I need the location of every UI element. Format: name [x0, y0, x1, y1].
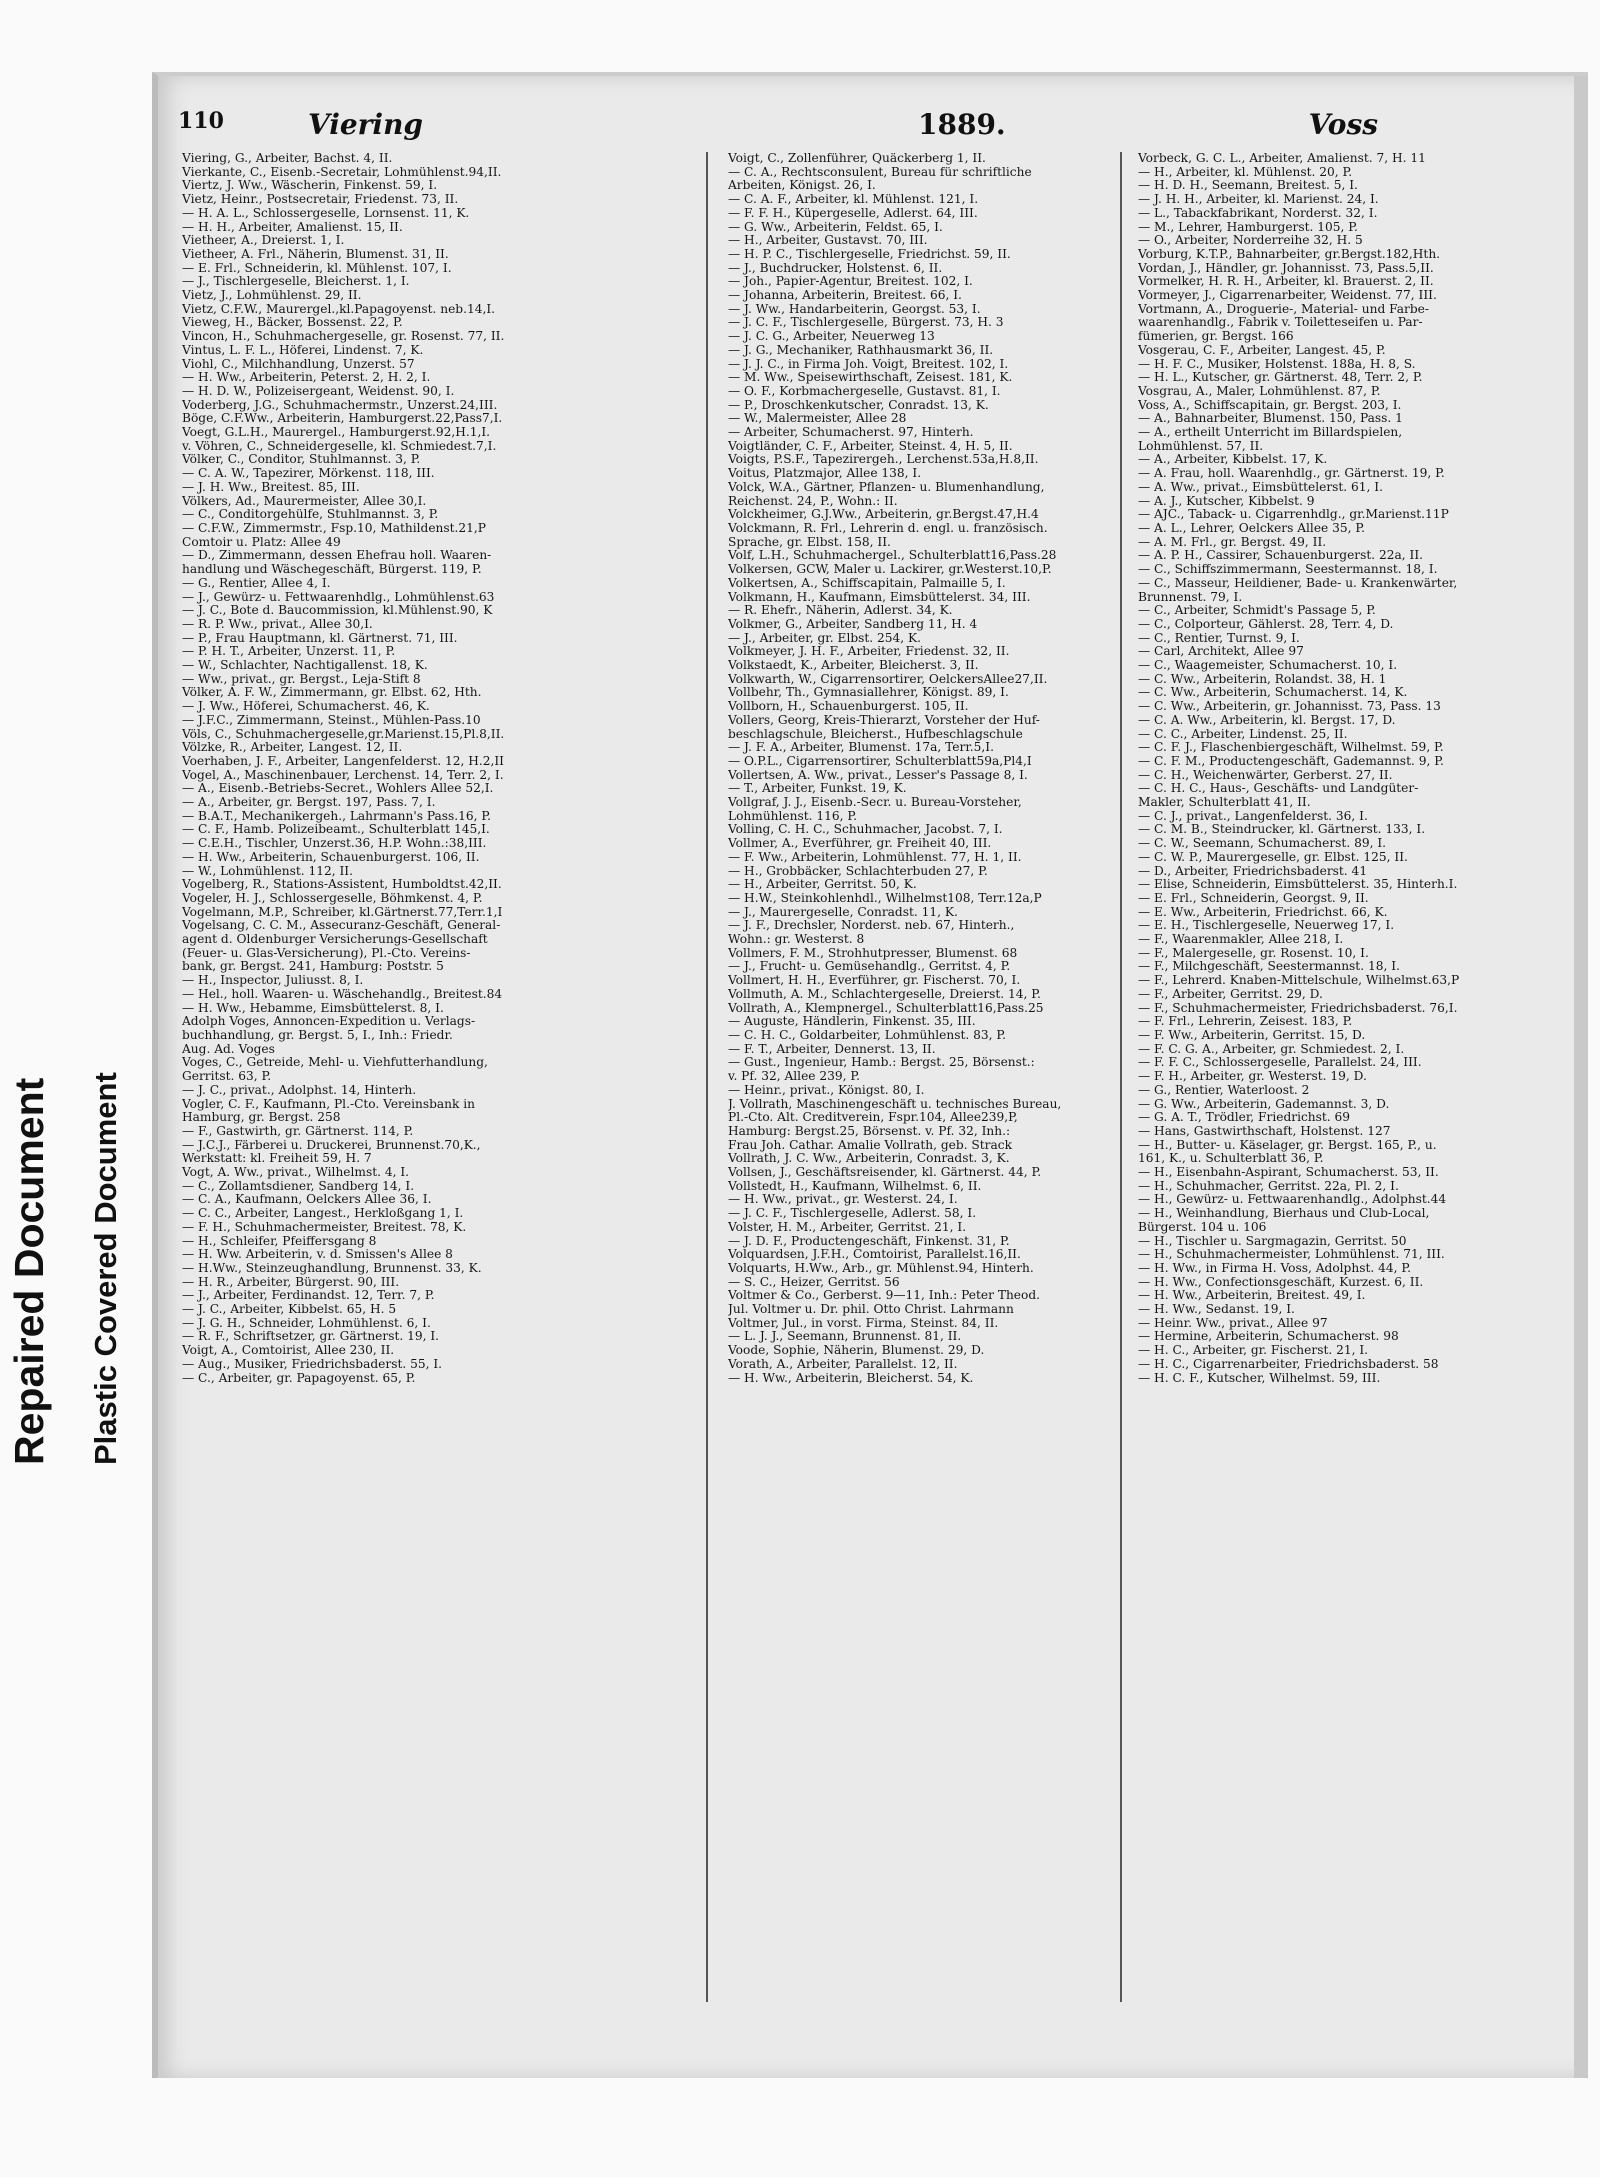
- directory-entry: — O.P.L., Cigarrensortirer, Schulterblatt59a,Pl4,I: [728, 754, 1032, 768]
- directory-entry: Frau Joh. Cathar. Amalie Vollrath, geb. Strack: [728, 1138, 1012, 1152]
- directory-entry: — F. F. C., Schlossergeselle, Parallelst. 24, III.: [1138, 1056, 1422, 1070]
- directory-entry: — H. Ww., in Firma H. Voss, Adolphst. 44, P.: [1138, 1261, 1411, 1275]
- directory-entry: — A., Bahnarbeiter, Blumenst. 150, Pass. 1: [1138, 412, 1403, 426]
- directory-entry: Vietz, Heinr., Postsecretair, Friedenst. 73, II.: [182, 193, 459, 207]
- directory-entry: fümerien, gr. Bergst. 166: [1138, 330, 1294, 344]
- directory-entry: — C. W., Seemann, Schumacherst. 89, I.: [1138, 837, 1387, 851]
- year-heading: 1889.: [918, 108, 1006, 141]
- directory-entry: — J. J. C., in Firma Joh. Voigt, Breitest. 102, I.: [728, 357, 1009, 371]
- directory-entry: Vormelker, H. R. H., Arbeiter, kl. Brauerst. 2, II.: [1138, 275, 1434, 289]
- directory-entry: Volkmeyer, J. H. F., Arbeiter, Friedenst. 32, II.: [728, 645, 1010, 659]
- directory-entry: Arbeiten, Königst. 26, I.: [728, 179, 876, 193]
- directory-entry: — O. F., Korbmachergeselle, Gustavst. 81, I.: [728, 384, 1001, 398]
- directory-entry: Vietz, C.F.W., Maurergel.,kl.Papagoyenst. neb.14,I.: [182, 302, 496, 316]
- side-labels: [0, 930, 160, 1490]
- directory-entry: Volkersen, GCW, Maler u. Lackirer, gr.Westerst.10,P.: [728, 563, 1052, 577]
- directory-entry: Vogelsang, C. C. M., Assecuranz-Geschäft, General-: [182, 919, 501, 933]
- right-catchword: Voss: [1308, 108, 1378, 141]
- directory-entry: — H. P. C., Tischlergeselle, Friedrichst. 59, II.: [728, 247, 1011, 261]
- directory-entry: — H. Ww., Hebamme, Eimsbüttelerst. 8, I.: [182, 1001, 444, 1015]
- directory-entry: Vollsen, J., Geschäftsreisender, kl. Gärtnerst. 44, P.: [728, 1166, 1042, 1180]
- directory-entry: — F., Waarenmakler, Allee 218, I.: [1138, 933, 1344, 947]
- directory-entry: — B.A.T., Mechanikergeh., Lahrmann's Pass.16, P.: [182, 809, 492, 823]
- directory-entry: — AJC., Taback- u. Cigarrenhdlg., gr.Marienst.11P: [1138, 508, 1449, 522]
- directory-entry: Volckheimer, G.J.Ww., Arbeiterin, gr.Bergst.47,H.4: [728, 508, 1039, 522]
- directory-entry: Voss, A., Schiffscapitain, gr. Bergst. 203, I.: [1138, 398, 1402, 412]
- directory-entry: Vollers, Georg, Kreis-Thierarzt, Vorsteher der Huf-: [728, 713, 1040, 727]
- directory-entry: — J. C., Arbeiter, Kibbelst. 65, H. 5: [182, 1303, 397, 1317]
- directory-entry: Reichenst. 24, P., Wohn.: II.: [728, 494, 898, 508]
- directory-entry: — H. D. H., Seemann, Breitest. 5, I.: [1138, 179, 1358, 193]
- directory-entry: — Hel., holl. Waaren- u. Wäschehandlg., Breitest.84: [182, 987, 503, 1001]
- directory-entry: Voigt, C., Zollenführer, Quäckerberg 1, II.: [728, 152, 986, 165]
- directory-entry: Volf, L.H., Schuhmachergel., Schulterblatt16,Pass.28: [728, 549, 1057, 563]
- directory-entry: — A. J., Kutscher, Kibbelst. 9: [1138, 494, 1315, 508]
- directory-entry: Hamburg, gr. Bergst. 258: [182, 1111, 341, 1125]
- directory-entry: v. Vöhren, C., Schneidergeselle, kl. Schmiedest.7,I.: [182, 439, 497, 453]
- directory-entry: — H., Arbeiter, Gustavst. 70, III.: [728, 234, 928, 248]
- directory-entry: Voerhaben, J. F., Arbeiter, Langenfelderst. 12, H.2,II: [182, 754, 504, 768]
- directory-entry: Volkstaedt, K., Arbeiter, Bleicherst. 3, II.: [728, 659, 979, 673]
- directory-column-2: [728, 152, 1198, 1385]
- directory-entry: Volkmer, G., Arbeiter, Sandberg 11, H. 4: [728, 617, 978, 631]
- directory-entry: — C., Schiffszimmermann, Seestermannst. 18, I.: [1138, 563, 1438, 577]
- directory-entry: Voigts, P.S.F., Tapezirergeh., Lerchenst.53a,H.8,II.: [728, 453, 1039, 467]
- directory-entry: — W., Malermeister, Allee 28: [728, 412, 907, 426]
- directory-entry: Adolph Voges, Annoncen-Expedition u. Verlags-: [182, 1015, 476, 1029]
- directory-entry: Volkwarth, W., Cigarrensortirer, OelckersAllee27,II.: [728, 672, 1048, 686]
- directory-entry: — C. A., Kaufmann, Oelckers Allee 36, I.: [182, 1193, 432, 1207]
- directory-entry: Vollertsen, A. Ww., privat., Lesser's Passage 8, I.: [728, 768, 1028, 782]
- directory-entry: waarenhandlg., Fabrik v. Toiletteseifen u. Par-: [1138, 316, 1423, 330]
- directory-entry: J. Vollrath, Maschinengeschäft u. technisches Bureau,: [728, 1097, 1062, 1111]
- directory-entry: — J., Arbeiter, gr. Elbst. 254, K.: [728, 631, 922, 645]
- directory-entry: Voitus, Platzmajor, Allee 138, I.: [728, 467, 922, 481]
- directory-entry: Voltmer, Jul., in vorst. Firma, Steinst. 84, II.: [728, 1316, 999, 1330]
- directory-page: [152, 72, 1588, 2078]
- directory-entry: — J. C., privat., Adolphst. 14, Hinterh.: [182, 1083, 417, 1097]
- directory-entry: — C. Ww., Arbeiterin, gr. Johannisst. 73, Pass. 13: [1138, 700, 1441, 714]
- directory-entry: 161, K., u. Schulterblatt 36, P.: [1138, 1152, 1324, 1166]
- directory-entry: (Feuer- u. Glas-Versicherung), Pl.-Cto. Vereins-: [182, 946, 471, 960]
- directory-entry: — L. J. J., Seemann, Brunnenst. 81, II.: [728, 1330, 962, 1344]
- directory-entry: — C. H. C., Goldarbeiter, Lohmühlenst. 83, P.: [728, 1029, 1006, 1042]
- directory-entry: — H., Gewürz- u. Fettwaarenhandlg., Adolphst.44: [1138, 1193, 1447, 1207]
- directory-entry: — F. C. G. A., Arbeiter, gr. Schmiedest. 2, I.: [1138, 1042, 1405, 1056]
- directory-entry: — C., Zollamtsdiener, Sandberg 14, I.: [182, 1179, 415, 1193]
- directory-entry: — H., Weinhandlung, Bierhaus und Club-Local,: [1138, 1207, 1430, 1221]
- directory-entry: Vollmert, H. H., Everführer, gr. Fischerst. 70, I.: [728, 974, 1021, 988]
- directory-entry: Voderberg, J.G., Schuhmachermstr., Unzerst.24,III.: [182, 398, 498, 412]
- directory-entry: Viohl, C., Milchhandlung, Unzerst. 57: [182, 357, 415, 371]
- directory-entry: Voigtländer, C. F., Arbeiter, Steinst. 4, H. 5, II.: [728, 439, 1013, 453]
- directory-entry: Hamburg: Bergst.25, Börsenst. v. Pf. 32, Inh.:: [728, 1124, 1011, 1138]
- directory-entry: — H. Ww., Arbeiterin, Bleicherst. 54, K.: [728, 1371, 974, 1385]
- directory-entry: Volling, C. H. C., Schuhmacher, Jacobst. 7, I.: [728, 823, 1003, 837]
- directory-entry: — C., Arbeiter, gr. Papagoyenst. 65, P.: [182, 1371, 416, 1385]
- column-divider: [706, 152, 708, 2002]
- directory-entry: Vogeler, H. J., Schlossergeselle, Böhmkenst. 4, P.: [182, 891, 483, 905]
- directory-entry: Volquardsen, J.F.H., Comtoirist, Parallelst.16,II.: [728, 1248, 1021, 1262]
- directory-entry: — J. F. A., Arbeiter, Blumenst. 17a, Terr.5,I.: [728, 741, 994, 755]
- directory-entry: — H., Tischler u. Sargmagazin, Gerritst. 50: [1138, 1234, 1407, 1248]
- directory-entry: — H. Ww., Confectionsgeschäft, Kurzest. 6, II.: [1138, 1275, 1424, 1289]
- directory-entry: Volckmann, R. Frl., Lehrerin d. engl. u. französisch.: [728, 521, 1048, 535]
- directory-entry: handlung und Wäschegeschäft, Bürgerst. 119, P.: [182, 563, 482, 577]
- directory-entry: — A., ertheilt Unterricht im Billardspielen,: [1138, 426, 1403, 440]
- directory-entry: — H., Schuhmachermeister, Lohmühlenst. 71, III.: [1138, 1248, 1445, 1262]
- directory-entry: — C., Rentier, Turnst. 9, I.: [1138, 631, 1300, 645]
- directory-entry: Völker, C., Conditor, Stuhlmannst. 3, P.: [182, 453, 421, 467]
- directory-entry: — E. Frl., Schneiderin, Georgst. 9, II.: [1138, 891, 1369, 905]
- directory-entry: Vorath, A., Arbeiter, Parallelst. 12, II.: [728, 1357, 958, 1371]
- directory-entry: — H.W., Steinkohlenhdl., Wilhelmst108, Terr.12a,P: [728, 891, 1042, 905]
- directory-entry: Vogt, A. Ww., privat., Wilhelmst. 4, I.: [182, 1166, 410, 1180]
- directory-entry: Lohmühlenst. 57, II.: [1138, 439, 1264, 453]
- directory-entry: Werkstatt: kl. Freiheit 59, H. 7: [182, 1152, 372, 1166]
- directory-entry: — Gust., Ingenieur, Hamb.: Bergst. 25, Börsenst.:: [728, 1056, 1035, 1070]
- directory-entry: Vollborn, H., Schauenburgerst. 105, II.: [728, 700, 969, 714]
- directory-entry: — C., Arbeiter, Schmidt's Passage 5, P.: [1138, 604, 1376, 618]
- directory-entry: — H., Butter- u. Käselager, gr. Bergst. 165, P., u.: [1138, 1138, 1437, 1152]
- directory-entry: — H. C., Cigarrenarbeiter, Friedrichsbaderst. 58: [1138, 1357, 1439, 1371]
- directory-entry: — Hermine, Arbeiterin, Schumacherst. 98: [1138, 1330, 1399, 1344]
- directory-entry: — C. M. B., Steindrucker, kl. Gärtnerst. 133, I.: [1138, 823, 1426, 837]
- directory-entry: — D., Arbeiter, Friedrichsbaderst. 41: [1138, 864, 1368, 878]
- directory-entry: Vieweg, H., Bäcker, Bossenst. 22, P.: [182, 316, 403, 330]
- directory-entry: — Arbeiter, Schumacherst. 97, Hinterh.: [728, 426, 974, 440]
- directory-entry: — H., Arbeiter, Gerritst. 50, K.: [728, 878, 917, 892]
- directory-entry: — C. Ww., Arbeiterin, Rolandst. 38, H. 1: [1138, 672, 1387, 686]
- directory-entry: — F., Gastwirth, gr. Gärtnerst. 114, P.: [182, 1124, 414, 1138]
- directory-entry: — M. Ww., Speisewirthschaft, Zeisest. 181, K.: [728, 371, 1013, 385]
- directory-entry: — H. C. F., Kutscher, Wilhelmst. 59, III.: [1138, 1371, 1381, 1385]
- directory-entry: — Johanna, Arbeiterin, Breitest. 66, I.: [728, 289, 962, 303]
- directory-entry: Völker, A. F. W., Zimmermann, gr. Elbst. 62, Hth.: [182, 686, 482, 700]
- directory-entry: Voges, C., Getreide, Mehl- u. Viehfutterhandlung,: [182, 1056, 488, 1070]
- directory-entry: Völkers, Ad., Maurermeister, Allee 30,I.: [182, 494, 427, 508]
- directory-entry: Vietheer, A. Frl., Näherin, Blumenst. 31, II.: [182, 247, 449, 261]
- directory-entry: agent d. Oldenburger Versicherungs-Gesellschaft: [182, 933, 488, 947]
- directory-entry: — C.E.H., Tischler, Unzerst.36, H.P. Wohn.:38,III.: [182, 837, 487, 851]
- directory-entry: — J. C. F., Tischlergeselle, Adlerst. 58, I.: [728, 1207, 977, 1221]
- directory-entry: — J. C. G., Arbeiter, Neuerweg 13: [728, 330, 935, 344]
- directory-entry: Wohn.: gr. Westerst. 8: [728, 933, 865, 947]
- directory-entry: — Elise, Schneiderin, Eimsbüttelerst. 35, Hinterh.I.: [1138, 878, 1458, 892]
- directory-entry: Vierkante, C., Eisenb.-Secretair, Lohmühlenst.94,II.: [182, 165, 502, 179]
- directory-entry: — A. Ww., privat., Eimsbüttelerst. 61, I.: [1138, 480, 1383, 494]
- directory-entry: Vogel, A., Maschinenbauer, Lerchenst. 14, Terr. 2, I.: [182, 768, 504, 782]
- directory-entry: — J. Ww., Höferei, Schumacherst. 46, K.: [182, 700, 430, 714]
- directory-entry: Vosgrau, A., Maler, Lohmühlenst. 87, P.: [1138, 384, 1381, 398]
- directory-entry: — H. H., Arbeiter, Amalienst. 15, II.: [182, 220, 403, 234]
- directory-entry: — P., Droschkenkutscher, Conradst. 13, K.: [728, 398, 989, 412]
- directory-entry: — C. F. M., Productengeschäft, Gademannst. 9, P.: [1138, 754, 1444, 768]
- directory-entry: — C. H. C., Haus-, Geschäfts- und Landgüter-: [1138, 782, 1419, 796]
- directory-entry: — F., Lehrerd. Knaben-Mittelschule, Wilhelmst.63,P: [1138, 974, 1460, 988]
- directory-entry: beschlagschule, Bleicherst., Hufbeschlagschule: [728, 727, 1023, 741]
- directory-entry: Vorbeck, G. C. L., Arbeiter, Amalienst. 7, H. 11: [1138, 152, 1426, 165]
- directory-entry: — P. H. T., Arbeiter, Unzerst. 11, P.: [182, 645, 396, 659]
- directory-entry: — J. D. F., Productengeschäft, Finkenst. 31, P.: [728, 1234, 1010, 1248]
- directory-entry: — C. A. F., Arbeiter, kl. Mühlenst. 121, I.: [728, 193, 979, 207]
- directory-entry: — E. Ww., Arbeiterin, Friedrichst. 66, K.: [1138, 905, 1388, 919]
- directory-entry: — J., Tischlergeselle, Bleicherst. 1, I.: [182, 275, 410, 289]
- directory-entry: Viering, G., Arbeiter, Bachst. 4, II.: [182, 152, 393, 165]
- directory-entry: Vietz, J., Lohmühlenst. 29, II.: [182, 289, 362, 303]
- directory-entry: Vollgraf, J. J., Eisenb.-Secr. u. Bureau-Vorsteher,: [728, 796, 1022, 810]
- directory-entry: — Hans, Gastwirthschaft, Holstenst. 127: [1138, 1124, 1391, 1138]
- directory-entry: bank, gr. Bergst. 241, Hamburg: Poststr. 5: [182, 960, 444, 974]
- directory-entry: — C. C., Arbeiter, Lindenst. 25, II.: [1138, 727, 1348, 741]
- directory-entry: — M., Lehrer, Hamburgerst. 105, P.: [1138, 220, 1358, 234]
- directory-entry: — C., Conditorgehülfe, Stuhlmannst. 3, P.: [182, 508, 439, 522]
- directory-entry: — H., Eisenbahn-Aspirant, Schumacherst. 53, II.: [1138, 1166, 1439, 1180]
- directory-entry: — F., Milchgeschäft, Seestermannst. 18, I.: [1138, 960, 1400, 974]
- directory-entry: — R. Ehefr., Näherin, Adlerst. 34, K.: [728, 604, 953, 618]
- plastic-covered-document-label: Plastic Covered Document: [88, 1072, 123, 1465]
- directory-entry: — J. F., Drechsler, Norderst. neb. 67, Hinterh.,: [728, 919, 1015, 933]
- directory-entry: — G. Ww., Arbeiterin, Feldst. 65, I.: [728, 220, 943, 234]
- directory-entry: Volck, W.A., Gärtner, Pflanzen- u. Blumenhandlung,: [728, 480, 1045, 494]
- directory-entry: — A., Arbeiter, Kibbelst. 17, K.: [1138, 453, 1328, 467]
- directory-entry: — F. Ww., Arbeiterin, Lohmühlenst. 77, H. 1, II.: [728, 850, 1022, 864]
- directory-entry: Volkmann, H., Kaufmann, Eimsbüttelerst. 34, III.: [728, 590, 1031, 604]
- directory-entry: — H., Inspector, Juliusst. 8, I.: [182, 974, 364, 988]
- directory-entry: — H. F. C., Musiker, Holstenst. 188a, H. 8, S.: [1138, 357, 1416, 371]
- directory-entry: Vollmers, F. M., Strohhutpresser, Blumenst. 68: [728, 946, 1018, 960]
- directory-entry: — R. F., Schriftsetzer, gr. Gärtnerst. 19, I.: [182, 1330, 440, 1344]
- directory-entry: — A., Eisenb.-Betriebs-Secret., Wohlers Allee 52,I.: [182, 782, 494, 796]
- directory-entry: Vietheer, A., Dreierst. 1, I.: [182, 234, 345, 248]
- directory-entry: — H., Schuhmacher, Gerritst. 22a, Pl. 2, I.: [1138, 1179, 1399, 1193]
- directory-entry: — A. L., Lehrer, Oelckers Allee 35, P.: [1138, 521, 1365, 535]
- directory-entry: — T., Arbeiter, Funkst. 19, K.: [728, 782, 907, 796]
- directory-entry: Volquarts, H.Ww., Arb., gr. Mühlenst.94, Hinterh.: [728, 1261, 1034, 1275]
- directory-entry: — H., Grobbäcker, Schlachterbuden 27, P.: [728, 864, 988, 878]
- directory-entry: — F., Malergeselle, gr. Rosenst. 10, I.: [1138, 946, 1369, 960]
- directory-entry: — Joh., Papier-Agentur, Breitest. 102, I.: [728, 275, 973, 289]
- directory-entry: — H. A. L., Schlossergeselle, Lornsenst. 11, K.: [182, 206, 470, 220]
- directory-entry: Viertz, J. Ww., Wäscherin, Finkenst. 59, I.: [182, 179, 438, 193]
- directory-entry: — J., Maurergeselle, Conradst. 11, K.: [728, 905, 958, 919]
- directory-entry: — H. Ww. Arbeiterin, v. d. Smissen's Allee 8: [182, 1248, 453, 1262]
- directory-entry: — A. Frau, holl. Waarenhdlg., gr. Gärtnerst. 19, P.: [1138, 467, 1445, 481]
- directory-entry: — H. Ww., Arbeiterin, Peterst. 2, H. 2, I.: [182, 371, 431, 385]
- directory-entry: — J., Arbeiter, Ferdinandst. 12, Terr. 7, P.: [182, 1289, 435, 1303]
- directory-entry: — F., Arbeiter, Gerritst. 29, D.: [1138, 987, 1323, 1001]
- directory-entry: — G. A. T., Trödler, Friedrichst. 69: [1138, 1111, 1351, 1125]
- directory-column-3: [1138, 152, 1600, 1385]
- directory-entry: — C., Masseur, Heildiener, Bade- u. Krankenwärter,: [1138, 576, 1458, 590]
- directory-entry: Comtoir u. Platz: Allee 49: [182, 535, 341, 549]
- directory-entry: — A. P. H., Cassirer, Schauenburgerst. 22a, II.: [1138, 549, 1424, 563]
- directory-entry: — J., Buchdrucker, Holstenst. 6, II.: [728, 261, 943, 275]
- directory-entry: — F. Frl., Lehrerin, Zeisest. 183, P.: [1138, 1015, 1353, 1029]
- directory-entry: — C. H., Weichenwärter, Gerberst. 27, II.: [1138, 768, 1393, 782]
- directory-entry: Vordan, J., Händler, gr. Johannisst. 73, Pass.5,II.: [1138, 261, 1434, 275]
- directory-entry: Vormeyer, J., Cigarrenarbeiter, Weidenst. 77, III.: [1138, 289, 1437, 303]
- directory-entry: — J.C.J., Färberei u. Druckerei, Brunnenst.70,K.,: [182, 1138, 481, 1152]
- directory-entry: v. Pf. 32, Allee 239, P.: [728, 1070, 860, 1084]
- directory-entry: — C. F., Hamb. Polizeibeamt., Schulterblatt 145,I.: [182, 823, 490, 837]
- directory-entry: Vollstedt, H., Kaufmann, Wilhelmst. 6, II.: [728, 1179, 982, 1193]
- directory-entry: Aug. Ad. Voges: [182, 1042, 275, 1056]
- directory-entry: — C. C., Arbeiter, Langest., Herkloßgang 1, I.: [182, 1207, 464, 1221]
- page-header: [158, 76, 1588, 141]
- directory-entry: Voegt, G.L.H., Maurergel., Hamburgerst.92,H.1,I.: [182, 426, 491, 440]
- directory-entry: Vorburg, K.T.P., Bahnarbeiter, gr.Bergst.182,Hth.: [1138, 247, 1441, 261]
- directory-entry: — D., Zimmermann, dessen Ehefrau holl. Waaren-: [182, 549, 492, 563]
- directory-entry: — J. G. H., Schneider, Lohmühlenst. 6, I.: [182, 1316, 431, 1330]
- directory-entry: — J., Gewürz- u. Fettwaarenhdlg., Lohmühlenst.63: [182, 590, 495, 604]
- directory-entry: — Aug., Musiker, Friedrichsbaderst. 55, I.: [182, 1357, 443, 1371]
- directory-entry: — J. H. H., Arbeiter, kl. Marienst. 24, I.: [1138, 193, 1379, 207]
- directory-entry: — H. Ww., privat., gr. Westerst. 24, I.: [728, 1193, 958, 1207]
- directory-entry: — H. Ww., Arbeiterin, Breitest. 49, I.: [1138, 1289, 1366, 1303]
- directory-entry: — J. G., Mechaniker, Rathhausmarkt 36, II.: [728, 343, 994, 357]
- directory-entry: Voltmer & Co., Gerberst. 9—11, Inh.: Peter Theod.: [728, 1289, 1041, 1303]
- directory-entry: — O., Arbeiter, Norderreihe 32, H. 5: [1138, 234, 1363, 248]
- directory-entry: — L., Tabackfabrikant, Norderst. 32, I.: [1138, 206, 1378, 220]
- directory-entry: — G., Rentier, Waterloost. 2: [1138, 1083, 1310, 1097]
- directory-entry: — C. Ww., Arbeiterin, Schumacherst. 14, K.: [1138, 686, 1408, 700]
- directory-entry: — J. C. F., Tischlergeselle, Bürgerst. 73, H. 3: [728, 316, 1004, 330]
- repaired-document-label: Repaired Document: [6, 1077, 52, 1465]
- directory-entry: — H., Arbeiter, kl. Mühlenst. 20, P.: [1138, 165, 1353, 179]
- directory-entry: Voigt, A., Comtoirist, Allee 230, II.: [182, 1344, 395, 1358]
- directory-entry: Vintus, L. F. L., Höferei, Lindenst. 7, K.: [182, 343, 424, 357]
- directory-entry: Jul. Voltmer u. Dr. phil. Otto Christ. Lahrmann: [728, 1303, 1014, 1317]
- directory-entry: Vogelberg, R., Stations-Assistent, Humboldtst.42,II.: [182, 878, 502, 892]
- directory-entry: — H. Ww., Sedanst. 19, I.: [1138, 1303, 1295, 1317]
- directory-entry: — Auguste, Händlerin, Finkenst. 35, III.: [728, 1015, 976, 1029]
- directory-entry: — A., Arbeiter, gr. Bergst. 197, Pass. 7, I.: [182, 796, 436, 810]
- directory-entry: — W., Lohmühlenst. 112, II.: [182, 864, 353, 878]
- directory-entry: Vortmann, A., Droguerie-, Material- und Farbe-: [1138, 302, 1429, 316]
- directory-entry: — E. Frl., Schneiderin, kl. Mühlenst. 107, I.: [182, 261, 452, 275]
- directory-entry: — H. Ww., Arbeiterin, Schauenburgerst. 106, II.: [182, 850, 480, 864]
- directory-entry: Volkertsen, A., Schiffscapitain, Palmaille 5, I.: [728, 576, 1006, 590]
- directory-entry: Vollmuth, A. M., Schlachtergeselle, Dreierst. 14, P.: [728, 987, 1041, 1001]
- directory-column-1: [182, 152, 652, 1385]
- directory-entry: — F. Ww., Arbeiterin, Gerritst. 15, D.: [1138, 1029, 1366, 1042]
- directory-entry: Vollrath, J. C. Ww., Arbeiterin, Conradst. 3, K.: [728, 1152, 1010, 1166]
- directory-entry: Lohmühlenst. 116, P.: [728, 809, 858, 823]
- left-catchword: Viering: [308, 108, 424, 141]
- directory-entry: Vollbehr, Th., Gymnasiallehrer, Königst. 89, I.: [728, 686, 1009, 700]
- directory-entry: — J. C., Bote d. Baucommission, kl.Mühlenst.90, K: [182, 604, 493, 618]
- directory-entry: — C., Waagemeister, Schumacherst. 10, I.: [1138, 659, 1398, 673]
- directory-entry: — J., Frucht- u. Gemüsehandlg., Gerritst. 4, P.: [728, 960, 1011, 974]
- directory-entry: — P., Frau Hauptmann, kl. Gärtnerst. 71, III.: [182, 631, 458, 645]
- directory-entry: — G., Rentier, Allee 4, I.: [182, 576, 331, 590]
- directory-entry: Völzke, R., Arbeiter, Langest. 12, II.: [182, 741, 403, 755]
- directory-entry: Völs, C., Schuhmachergeselle,gr.Marienst.15,Pl.8,II.: [182, 727, 505, 741]
- directory-entry: — F., Schuhmachermeister, Friedrichsbaderst. 76,I.: [1138, 1001, 1458, 1015]
- directory-entry: Pl.-Cto. Alt. Creditverein, Fspr.104, Allee239,P,: [728, 1111, 1018, 1125]
- page-number: 110: [178, 108, 224, 134]
- directory-entry: — H.Ww., Steinzeughandlung, Brunnenst. 33, K.: [182, 1261, 482, 1275]
- directory-entry: — C. J., privat., Langenfelderst. 36, I.: [1138, 809, 1368, 823]
- directory-entry: Makler, Schulterblatt 41, II.: [1138, 796, 1311, 810]
- directory-entry: — Heinr., privat., Königst. 80, I.: [728, 1083, 925, 1097]
- directory-entry: Voode, Sophie, Näherin, Blumenst. 29, D.: [728, 1344, 985, 1358]
- directory-entry: — H. R., Arbeiter, Bürgerst. 90, III.: [182, 1275, 400, 1289]
- directory-entry: Bürgerst. 104 u. 106: [1138, 1220, 1267, 1234]
- directory-entry: — J. H. Ww., Breitest. 85, III.: [182, 480, 360, 494]
- directory-entry: buchhandlung, gr. Bergst. 5, I., Inh.: Friedr.: [182, 1029, 453, 1042]
- directory-entry: — C., Colporteur, Gählerst. 28, Terr. 4, D.: [1138, 617, 1394, 631]
- directory-entry: — H., Schleifer, Pfeiffersgang 8: [182, 1234, 377, 1248]
- directory-entry: Vollrath, A., Klempnergel., Schulterblatt16,Pass.25: [728, 1001, 1044, 1015]
- directory-entry: — H. L., Kutscher, gr. Gärtnerst. 48, Terr. 2, P.: [1138, 371, 1423, 385]
- directory-entry: Vincon, H., Schuhmachergeselle, gr. Rosenst. 77, II.: [182, 330, 505, 344]
- directory-entry: — J.F.C., Zimmermann, Steinst., Mühlen-Pass.10: [182, 713, 481, 727]
- directory-entry: Volster, H. M., Arbeiter, Gerritst. 21, I.: [728, 1220, 967, 1234]
- directory-entry: — A. M. Frl., gr. Bergst. 49, II.: [1138, 535, 1327, 549]
- directory-entry: — Ww., privat., gr. Bergst., Leja-Stift 8: [182, 672, 421, 686]
- directory-entry: — J. Ww., Handarbeiterin, Georgst. 53, I.: [728, 302, 981, 316]
- directory-entry: — C. W. P., Maurergeselle, gr. Elbst. 125, II.: [1138, 850, 1408, 864]
- directory-entry: Sprache, gr. Elbst. 158, II.: [728, 535, 891, 549]
- directory-entry: — Carl, Architekt, Allee 97: [1138, 645, 1304, 659]
- directory-entry: Brunnenst. 79, I.: [1138, 590, 1243, 604]
- directory-entry: — S. C., Heizer, Gerritst. 56: [728, 1275, 900, 1289]
- directory-entry: — C. F. J., Flaschenbiergeschäft, Wilhelmst. 59, P.: [1138, 741, 1444, 755]
- directory-entry: — C. A., Rechtsconsulent, Bureau für schriftliche: [728, 165, 1032, 179]
- directory-entry: — Heinr. Ww., privat., Allee 97: [1138, 1316, 1328, 1330]
- directory-entry: — E. H., Tischlergeselle, Neuerweg 17, I.: [1138, 919, 1395, 933]
- directory-entry: Vogler, C. F., Kaufmann, Pl.-Cto. Vereinsbank in: [182, 1097, 476, 1111]
- directory-entry: — F. F. H., Küpergeselle, Adlerst. 64, III.: [728, 206, 978, 220]
- directory-entry: Gerritst. 63, P.: [182, 1070, 272, 1084]
- directory-entry: — R. P. Ww., privat., Allee 30,I.: [182, 617, 373, 631]
- directory-entry: Vollmer, A., Everführer, gr. Freiheit 40, III.: [728, 837, 992, 851]
- directory-entry: — F. H., Arbeiter, gr. Westerst. 19, D.: [1138, 1070, 1367, 1084]
- directory-entry: — H. C., Arbeiter, gr. Fischerst. 21, I.: [1138, 1344, 1369, 1358]
- directory-entry: — W., Schlachter, Nachtigallenst. 18, K.: [182, 659, 428, 673]
- directory-entry: — C.F.W., Zimmermstr., Fsp.10, Mathildenst.21,P: [182, 521, 487, 535]
- directory-entry: — F. T., Arbeiter, Dennerst. 13, II.: [728, 1042, 936, 1056]
- directory-entry: — C. A. W., Tapezirer, Mörkenst. 118, III.: [182, 467, 435, 481]
- directory-entry: — H. D. W., Polizeisergeant, Weidenst. 90, I.: [182, 384, 455, 398]
- directory-entry: Böge, C.F.Ww., Arbeiterin, Hamburgerst.22,Pass7,I.: [182, 412, 503, 426]
- directory-entry: Vogelmann, M.P., Schreiber, kl.Gärtnerst.77,Terr.1,I: [182, 905, 503, 919]
- directory-entry: Vosgerau, C. F., Arbeiter, Langest. 45, P.: [1138, 343, 1386, 357]
- directory-entry: — G. Ww., Arbeiterin, Gademannst. 3, D.: [1138, 1097, 1390, 1111]
- directory-entry: — C. A. Ww., Arbeiterin, kl. Bergst. 17, D.: [1138, 713, 1396, 727]
- directory-entry: — F. H., Schuhmachermeister, Breitest. 78, K.: [182, 1220, 467, 1234]
